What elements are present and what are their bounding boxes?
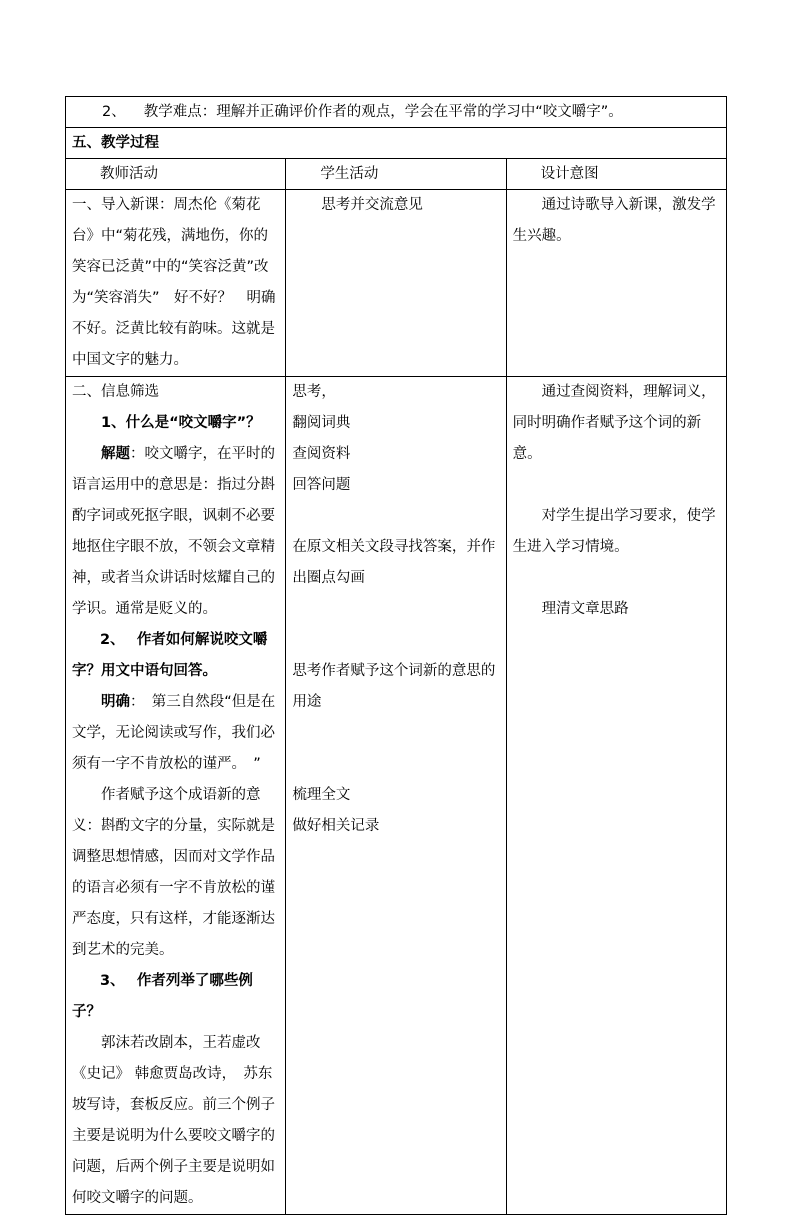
row2-design-cell (506, 377, 726, 1215)
question-3: 3、 作者列举了哪些例子？ (72, 973, 253, 1020)
student-step: 查阅资料 (292, 446, 351, 462)
header-student: 学生活动 (286, 159, 506, 190)
difficulty-text: 教学难点：理解并正确评价作者的观点，学会在平常的学习中“咬文嚼字”。 (143, 104, 623, 120)
table-row (66, 190, 727, 377)
design-note: 理清文章思路 (541, 601, 629, 617)
question-2: 2、 作者如何解说咬文嚼字？用文中语句回答。 (72, 632, 268, 679)
difficulty-number: 2、 (102, 104, 126, 120)
table-row (66, 377, 727, 1215)
row1-student-cell (286, 190, 506, 377)
student-step: 思考， (292, 384, 336, 400)
header-teacher: 教师活动 (66, 159, 286, 190)
spacer (513, 563, 720, 594)
section-title: 五、教学过程 (66, 128, 727, 159)
teaching-difficulty-row (66, 97, 727, 128)
answer-1: 解题：咬文嚼字，在平时的语言运用中的意思是：指过分斟酌字词或死抠字眼，讽刺不必要地抠住字眼不放，不领会文章精神，或者当众讲话时炫耀自己的学识。通常是贬义的。 (72, 446, 275, 617)
design-note: 通过查阅资料，理解词义，同时明确作者赋予这个词的新意。 (512, 384, 716, 462)
student-step: 做好相关记录 (292, 818, 380, 834)
row2-teacher-cell (66, 377, 286, 1215)
answer-2-extra: 作者赋予这个成语新的意义：斟酌文字的分量，实际就是调整思想情感，因而对文学作品的语言必须有一字不肯放松的谨严态度，只有这样，才能逐渐达到艺术的完美。 (72, 787, 275, 958)
student-step: 翻阅词典 (292, 415, 351, 431)
row1-design-cell (506, 190, 726, 377)
answer-2: 明确： 第三自然段“但是在文学，无论阅读或写作，我们必须有一字不肯放松的谨严。 ” (72, 694, 276, 772)
lesson-plan-table (65, 96, 727, 1215)
spacer (292, 594, 499, 625)
question-1: 1、什么是“咬文嚼字”？ (101, 415, 261, 431)
design-note: 对学生提出学习要求，使学生进入学习情境。 (512, 508, 716, 555)
teaching-difficulty-cell (66, 97, 727, 128)
row1-teacher-cell (66, 190, 286, 377)
student-step: 思考作者赋予这个词新的意思的用途 (292, 663, 496, 710)
row1-design-text: 通过诗歌导入新课，激发学生兴趣。 (512, 197, 716, 244)
student-step: 回答问题 (292, 477, 351, 493)
spacer (292, 718, 499, 780)
spacer (292, 501, 499, 532)
row2-student-cell (286, 377, 506, 1215)
section-title-row (66, 128, 727, 159)
student-step: 梳理全文 (292, 787, 351, 803)
row2-heading: 二、信息筛选 (72, 384, 159, 400)
row1-student-text: 思考并交流意见 (321, 197, 423, 213)
header-design: 设计意图 (506, 159, 726, 190)
student-step: 在原文相关文段寻找答案，并作出圈点勾画 (292, 539, 496, 586)
spacer (513, 470, 720, 501)
row1-teacher-text: 一、导入新课：周杰伦《菊花台》中“菊花残，满地伤，你的笑容已泛黄”中的“笑容泛黄”改为“笑容消失” 好不好？ 明确不好。泛黄比较有韵味。这就是中国文字的魅力。 (72, 197, 276, 368)
column-header-row (66, 159, 727, 190)
spacer (292, 625, 499, 656)
answer-3: 郭沫若改剧本，王若虚改《史记》 韩愈贾岛改诗， 苏东坡写诗，套板反应。前三个例子主要是说明为什么要咬文嚼字的问题，后两个例子主要是说明如何咬文嚼字的问题。 (72, 1035, 275, 1206)
